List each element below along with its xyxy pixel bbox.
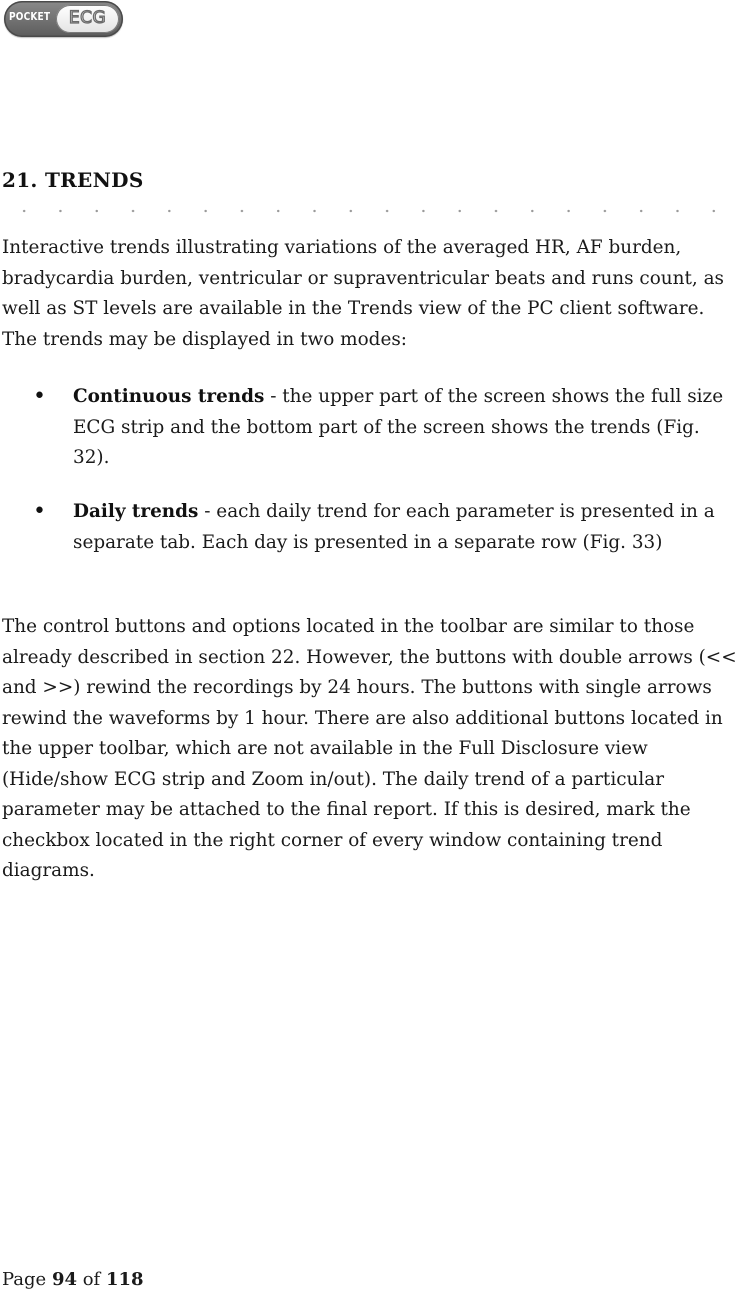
bullet-description: - each daily trend for each parameter is presented in a separate tab. Each day is presented in a separate row (Fig. 33) — [73, 501, 715, 553]
bullet-text — [73, 382, 741, 474]
page-word: Page — [2, 1269, 52, 1290]
dotted-divider — [6, 208, 741, 214]
control-buttons-paragraph: The control buttons and options located in the toolbar are similar to those already described in section 22. However, the buttons with double arrows (<< and >>) rewind the recordings by 24 hours. The buttons with single arrows rewind the waveforms by 1 hour. There are also additional buttons located in the upper toolbar, which are not available in the Full Disclosure view (Hide/show ECG strip and Zoom in/out). The daily trend of a particular parameter may be attached to the final report. If this is desired, mark the checkbox located in the right corner of every window containing trend diagrams. — [2, 616, 737, 881]
bullet-term: Daily trends — [73, 501, 199, 522]
current-page-number: 94 — [51, 1269, 77, 1290]
pocket-ecg-logo — [4, 1, 123, 37]
of-word: of — [77, 1269, 106, 1290]
total-page-number: 118 — [105, 1269, 144, 1290]
intro-paragraph: Interactive trends illustrating variations of the averaged HR, AF burden, bradycardia burden, ventricular or supraventricular beats and runs count, as well as ST levels are available in the Trends view of the PC client software. The trends may be displayed in two modes: — [2, 237, 724, 350]
bullet-term: Continuous trends — [73, 386, 265, 407]
bullet-text — [73, 497, 741, 558]
page-number-footer — [2, 1269, 144, 1290]
section-title: 21. TRENDS — [2, 168, 144, 192]
logo-ecg-pill — [56, 5, 119, 33]
bullet-description: - the upper part of the screen shows the full size ECG strip and the bottom part of the screen shows the trends (Fig. 32). — [73, 386, 724, 468]
bullet-icon: • — [33, 499, 46, 524]
logo-ecg-text: ECG — [68, 8, 107, 28]
bullet-icon: • — [33, 384, 46, 409]
logo-pocket-text: POCKET — [9, 10, 51, 23]
